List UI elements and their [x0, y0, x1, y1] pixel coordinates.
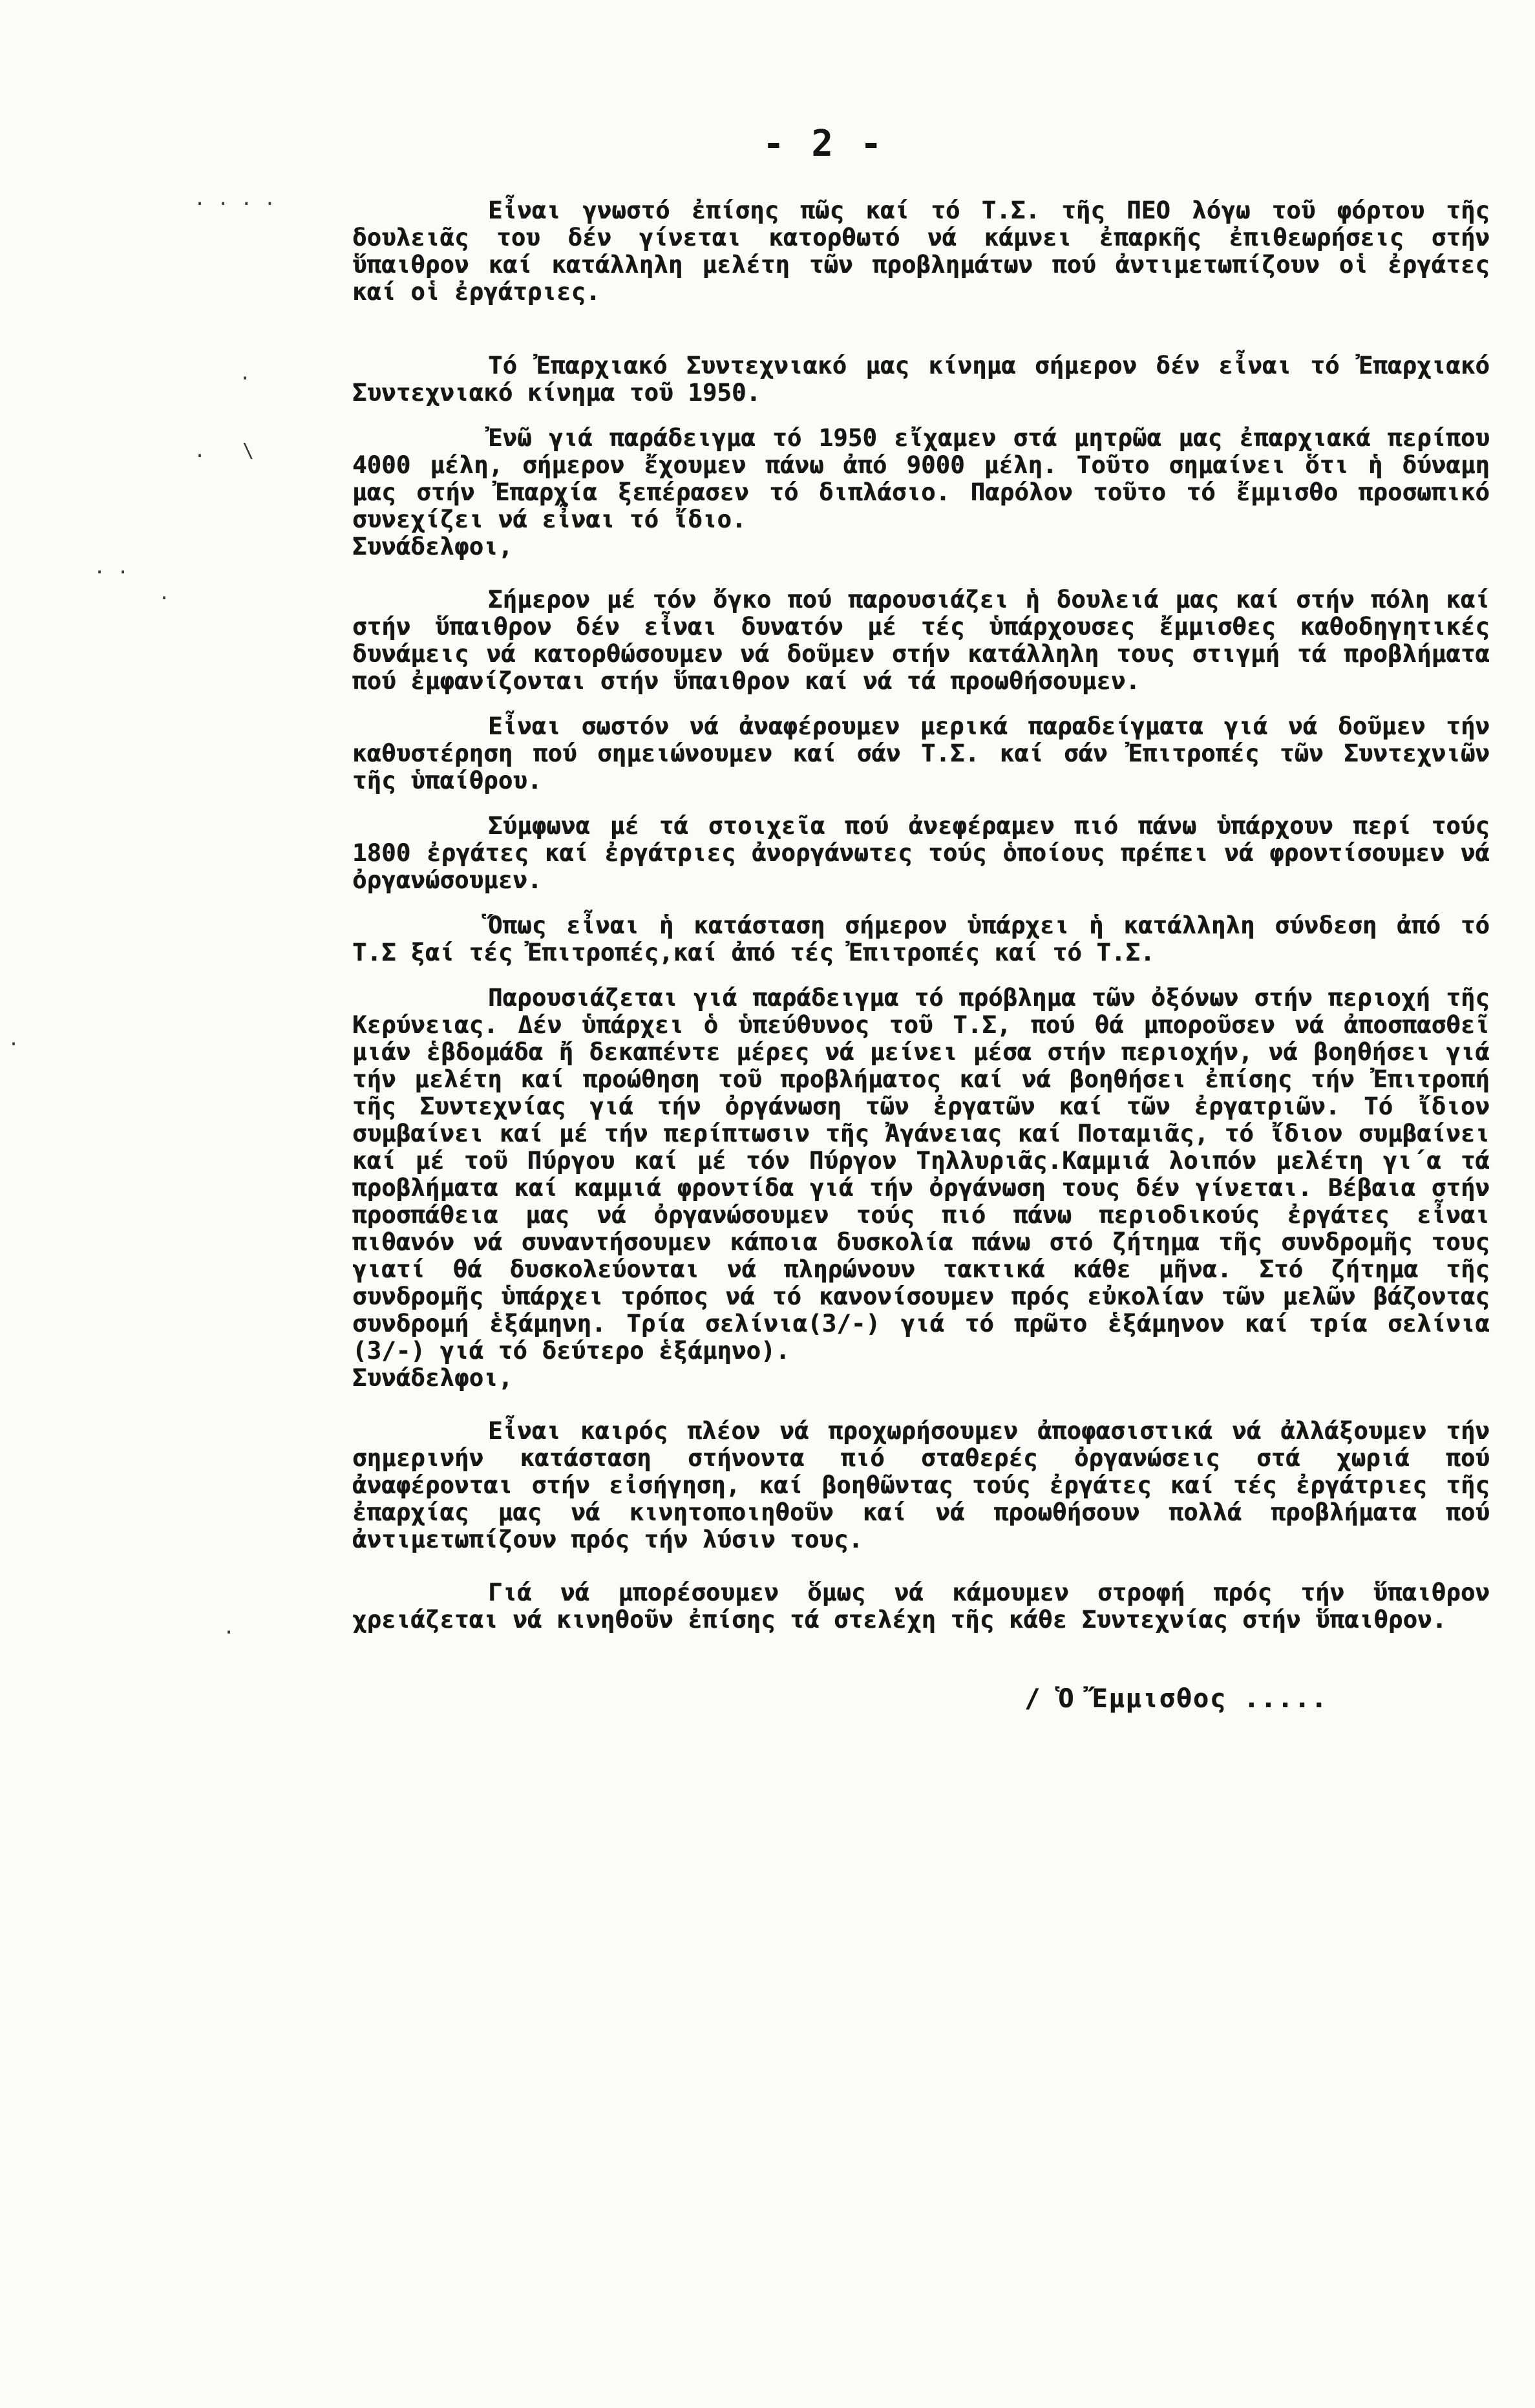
paragraph: Τό Ἐπαρχιακό Συντεχνιακό μας κίνημα σήμερον δέν εἶναι τό Ἐπαρχιακό Συντεχνιακό κίνημα τοῦ 1950. [352, 352, 1490, 407]
signature: / Ὁ Ἔμμισθος ..... [1024, 1684, 1328, 1714]
margin-mark: . [239, 362, 251, 385]
margin-mark: . [194, 440, 206, 462]
margin-mark: . [158, 582, 171, 604]
paragraph: Ἐνῶ γιά παράδειγμα τό 1950 εἴχαμεν στά μητρῶα μας ἐπαρχιακά περίπου 4000 μέλη, σήμερον ἔχουμεν πάνω ἀπό 9000 μέλη. Τοῦτο σημαίνει ὅτι ἡ δύναμη μας στήν Ἐπαρχία ξεπέρασεν τό διπλάσιο. Παρόλον τοῦτο τό ἔμμισθο προσωπικό συνεχίζει νά εἶναι τό ἴδιο. [352, 424, 1490, 533]
letter-body [352, 197, 1490, 1738]
paragraph: Σήμερον μέ τόν ὄγκο πού παρουσιάζει ἡ δουλειά μας καί στήν πόλη καί στήν ὕπαιθρον δέν εἶναι δυνατόν μέ τές ὑπάρχουσες ἔμμισθες καθοδηγητικές δυνάμεις νά κατορθώσουμεν νά δοῦμεν στήν κατάλληλη τους στιγμή τά προβλήματα πού ἐμφανίζονται στήν ὕπαιθρον καί νά τά προωθήσουμεν. [352, 586, 1490, 695]
paragraph: Γιά νά μπορέσουμεν ὅμως νά κάμουμεν στροφή πρός τήν ὕπαιθρον χρειάζεται νά κινηθοῦν ἐπίσης τά στελέχη τῆς κάθε Συντεχνίας στήν ὕπαιθρον. [352, 1579, 1490, 1634]
margin-mark: . . [94, 556, 129, 579]
salutation: Συνάδελφοι, [352, 533, 513, 560]
salutation: Συνάδελφοι, [352, 1364, 513, 1392]
paragraph: Εἶναι καιρός πλέον νά προχωρήσουμεν ἀποφασιστικά νά ἀλλάξουμεν τήν σημερινήν κατάσταση στήνοντα πιό σταθερές ὀργανώσεις στά χωριά πού ἀναφέρονται στήν εἰσήγηση, καί βοηθῶντας τούς ἐργάτες καί τές ἐργάτριες τῆς ἐπαρχίας μας νά κινητοποιηθοῦν καί νά προωθήσουν πολλά προβλήματα πού ἀντιμετωπίζουν πρός τήν λύσιν τους. [352, 1417, 1490, 1553]
paragraph: Ὅπως εἶναι ἡ κατάσταση σήμερον ὑπάρχει ἡ κατάλληλη σύνδεση ἀπό τό Τ.Σ ξαί τές Ἐπιτροπές,καί ἀπό τές Ἐπιτροπές καί τό Τ.Σ. [352, 911, 1490, 966]
paragraph: Εἶναι γνωστό ἐπίσης πῶς καί τό Τ.Σ. τῆς ΠΕΟ λόγω τοῦ φόρτου τῆς δουλειᾶς του δέν γίνεται κατορθωτό νά κάμνει ἐπαρκῆς ἐπιθεωρήσεις στήν ὕπαιθρον καί κατάλληλη μελέτη τῶν προβλημάτων πού ἀντιμετωπίζουν οἱ ἐργάτες καί οἱ ἐργάτριες. [352, 197, 1490, 306]
page-number: - 2 - [763, 123, 885, 165]
paragraph: Εἶναι σωστόν νά ἀναφέρουμεν μερικά παραδείγματα γιά νά δοῦμεν τήν καθυστέρηση πού σημειώνουμεν καί σάν Τ.Σ. καί σάν Ἐπιτροπές τῶν Συντεχνιῶν τῆς ὑπαίθρου. [352, 712, 1490, 794]
margin-dots: . . . . [194, 187, 276, 210]
margin-mark: . [8, 1028, 20, 1050]
margin-mark: . [223, 1616, 235, 1639]
paragraph: Σύμφωνα μέ τά στοιχεῖα πού ἀνεφέραμεν πιό πάνω ὑπάρχουν περί τούς 1800 ἐργάτες καί ἐργάτριες ἀνοργάνωτες τούς ὁποίους πρέπει νά φροντίσουμεν νά ὀργανώσουμεν. [352, 812, 1490, 894]
paragraph: Παρουσιάζεται γιά παράδειγμα τό πρόβλημα τῶν ὀξόνων στήν περιοχή τῆς Κερύνειας. Δέν ὑπάρχει ὁ ὑπεύθυνος τοῦ Τ.Σ, πού θά μποροῦσεν νά ἀποσπασθεῖ μιάν ἑβδομάδα ἤ δεκαπέντε μέρες νά μείνει μέσα στήν περιοχήν, νά βοηθήσει γιά τήν μελέτη καί προώθηση τοῦ προβλήματος καί νά βοηθήσει ἐπίσης τήν Ἐπιτροπή τῆς Συντεχνίας γιά τήν ὀργάνωση τῶν ἐργατῶν καί τῶν ἐργατριῶν. Τό ἴδιον συμβαίνει καί μέ τήν περίπτωσιν τῆς Ἀγάνειας καί Ποταμιᾶς, τό ἴδιον συμβαίνει καί μέ τοῦ Πύργου καί μέ τόν Πύργον Τηλλυριᾶς.Καμμιά λοιπόν μελέτη γι΄α τά προβλήματα καί καμμιά φροντίδα γιά τήν ὀργάνωση τους δέν γίνεται. Βέβαια στήν προσπάθεια μας νά ὀργανώσουμεν τούς πιό πάνω περιοδικούς ἐργάτες εἶναι πιθανόν νά συναντήσουμεν κάποια δυσκολία πάνω στό ζήτημα τῆς συνδρομῆς τους γιατί θά δυσκολεύονται νά πληρώνουν τακτικά κάθε μῆνα. Στό ζήτημα τῆς συνδρομῆς ὑπάρχει τρόπος νά τό κανονίσουμεν πρός εὐκολίαν τῶν μελῶν βάζοντας συνδρομή ἑξάμηνη. Τρία σελίνια(3/-) γιά τό πρῶτο ἑξάμηνον καί τρία σελίνια (3/-) γιά τό δεύτερο ἑξάμηνο). [352, 984, 1490, 1365]
margin-mark: \ [242, 440, 255, 462]
